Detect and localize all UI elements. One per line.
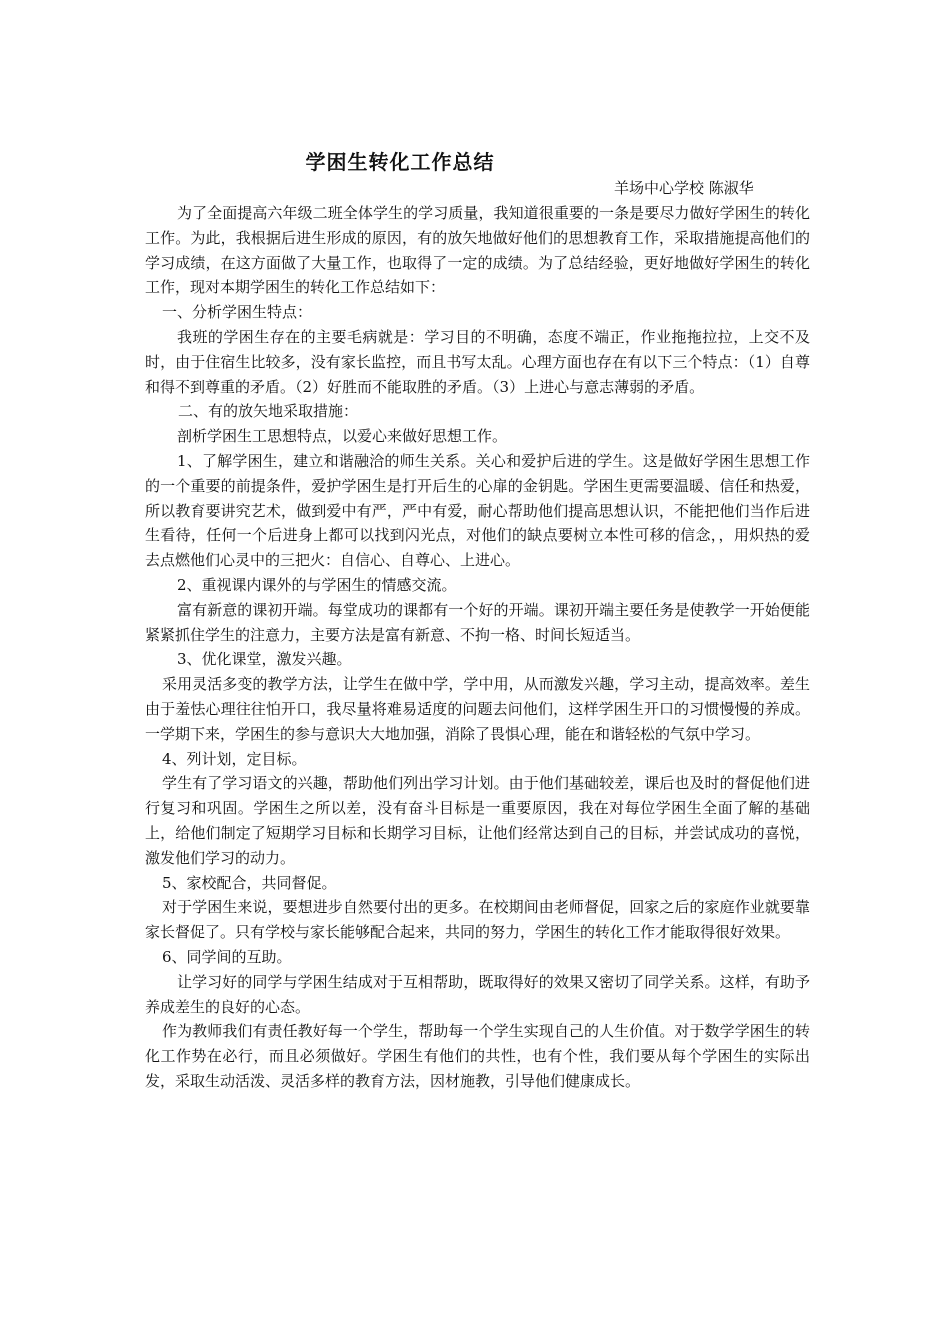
section-heading-1: 一、分析学困生特点：	[162, 303, 313, 322]
body-paragraph: 对于学困生来说，要想进步自然要付出的更多。在校期间由老师督促，回家之后的家庭作业就要靠家长督促了。只有学校与家长能够配合起来，共同的努力，学困生的转化工作才能取得很好效果。	[145, 898, 810, 942]
document-body	[145, 201, 810, 1094]
intro-paragraph: 为了全面提高六年级二班全体学生的学习质量，我知道很重要的一条是要尽力做好学困生的转化工作。为此，我根据后进生形成的原因，有的放矢地做好他们的思想教育工作，采取措施提高他们的学习成绩，在这方面做了大量工作，也取得了一定的成绩。为了总结经验，更好地做好学困生的转化工作，现对本期学困生的转化工作总结如下：	[145, 204, 810, 297]
section-heading-2: 二、有的放矢地采取措施：	[178, 402, 359, 421]
list-item-3: 3、优化课堂，激发兴趣。	[177, 650, 352, 669]
body-paragraph: 采用灵活多变的教学方法，让学生在做中学，学中用，从而激发兴趣，学习主动，提高效率。差生由于羞怯心理往往怕开口，我尽量将难易适度的问题去问他们，这样学困生开口的习惯慢慢的养成。一学期下来，学困生的参与意识大大地加强，消除了畏惧心理，能在和谐轻松的气氛中学习。	[145, 675, 810, 743]
list-item-4: 4、列计划，定目标。	[162, 749, 307, 768]
list-item-6: 6、同学间的互助。	[162, 947, 292, 966]
body-paragraph: 富有新意的课初开端。每堂成功的课都有一个好的开端。课初开端主要任务是使教学一开始便能紧紧抓住学生的注意力，主要方法是富有新意、不拘一格、时间长短适当。	[145, 600, 810, 644]
body-paragraph: 让学习好的同学与学困生结成对于互相帮助，既取得好的效果又密切了同学关系。这样，有助予养成差生的良好的心态。	[145, 972, 810, 1016]
body-paragraph: 学生有了学习语文的兴趣，帮助他们列出学习计划。由于他们基础较差，课后也及时的督促他们进行复习和巩固。学困生之所以差，没有奋斗目标是一重要原因，我在对每位学困生全面了解的基础上，给他们制定了短期学习目标和长期学习目标，让他们经常达到自己的目标，并尝试成功的喜悦，激发他们学习的动力。	[145, 774, 810, 867]
list-item-5: 5、家校配合，共同督促。	[162, 873, 337, 892]
body-paragraph: 我班的学困生存在的主要毛病就是：学习目的不明确，态度不端正，作业拖拖拉拉，上交不及时，由于住宿生比较多，没有家长监控，而且书写太乱。心理方面也存在有以下三个特点：（1）自尊和得不到尊重的矛盾。（2）好胜而不能取胜的矛盾。（3）上进心与意志薄弱的矛盾。	[145, 327, 810, 396]
list-item-1: 1、了解学困生，建立和谐融洽的师生关系。关心和爱护后进的学生。这是做好学困生思想工作的一个重要的前提条件，爱护学困生是打开后生的心扉的金钥匙。学困生更需要温暖、信任和热爱，所以教育要讲究艺术，做到爱中有严，严中有爱，耐心帮助他们提高思想认识，不能把他们当作后进生看待，任何一个后进身上都可以找到闪光点，对他们的缺点要树立本性可移的信念，，用炽热的爱去点燃他们心灵中的三把火：自信心、自尊心、上进心。	[145, 451, 810, 570]
closing-paragraph: 作为教师我们有责任教好每一个学生，帮助每一个学生实现自己的人生价值。对于数学学困生的转化工作势在必行，而且必须做好。学困生有他们的共性，也有个性，我们要从每个学困生的实际出发，采取生动活泼、灵活多样的教育方法，因材施教，引导他们健康成长。	[145, 1022, 810, 1090]
body-paragraph: 剖析学困生工思想特点，以爱心来做好思想工作。	[177, 427, 508, 446]
document-title: 学困生转化工作总结	[305, 150, 495, 174]
author-line: 羊场中心学校 陈淑华	[614, 179, 754, 197]
list-item-2: 2、重视课内课外的与学困生的情感交流。	[177, 575, 457, 594]
